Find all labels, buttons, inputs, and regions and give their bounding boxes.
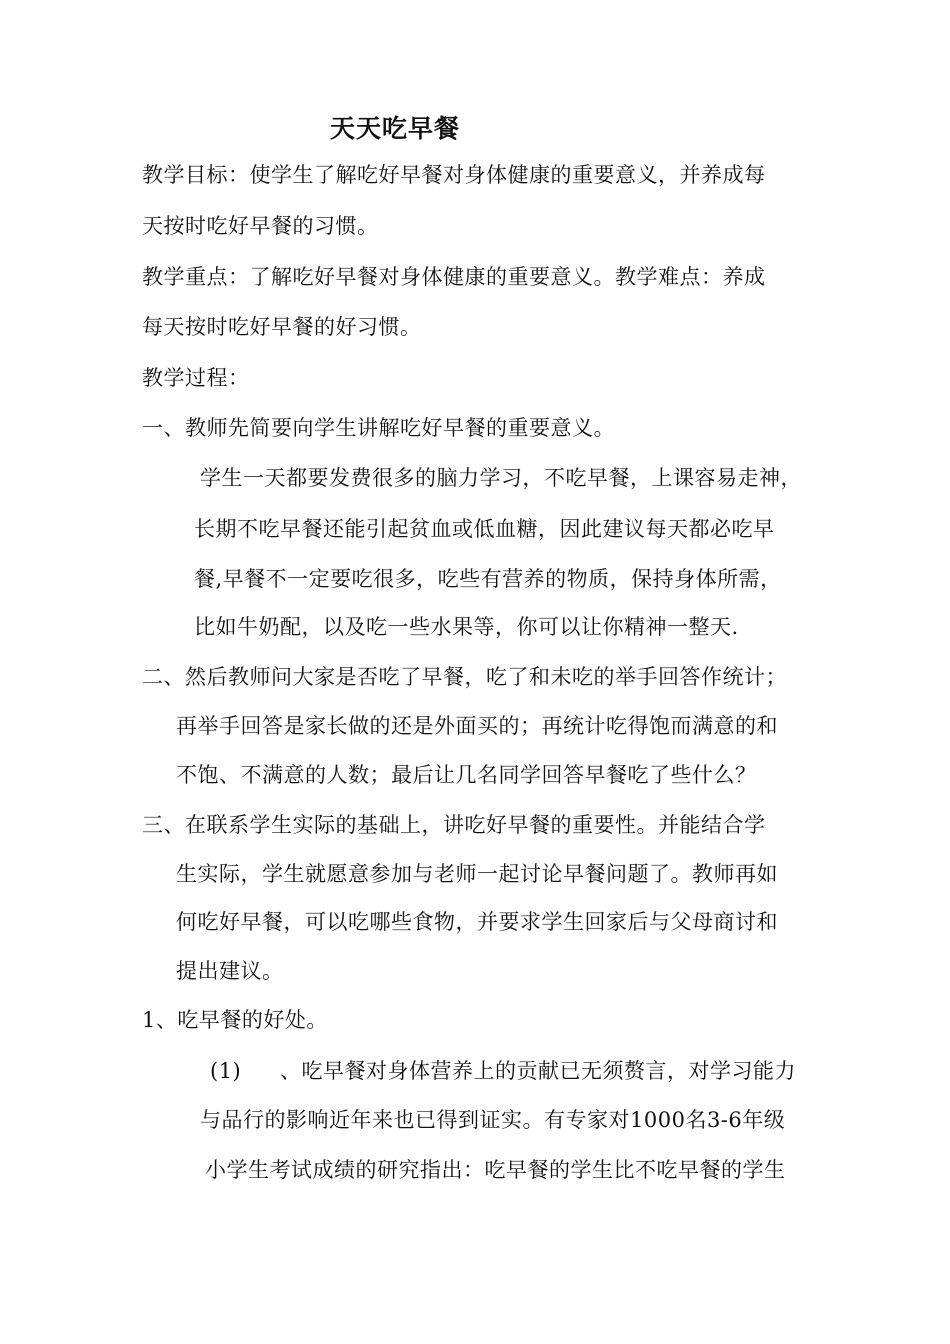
step2-line-3: 不饱、不满意的人数；最后让几名同学回答早餐吃了些什么？ (176, 763, 757, 787)
item1-line-2: 与品行的影响近年来也已得到证实。有专家对1000名3-6年级 (200, 1108, 786, 1132)
step3-line-1: 三、在联系学生实际的基础上，讲吃好早餐的重要性。并能结合学 (142, 813, 766, 837)
item1-text-1: 、吃早餐对身体营养上的贡献已无须赘言，对学习能力 (280, 1059, 796, 1083)
item1-number: (1) (210, 1059, 242, 1083)
step3-line-2: 生实际，学生就愿意参加与老师一起讨论早餐问题了。教师再如 (176, 862, 778, 886)
step1-detail-line-1: 学生一天都要发费很多的脑力学习，不吃早餐，上课容易走神， (200, 466, 802, 490)
step2-line-1: 二、然后教师问大家是否吃了早餐，吃了和未吃的举手回答作统计； (142, 665, 787, 689)
step1-detail-line-2: 长期不吃早餐还能引起贫血或低血糖，因此建议每天都必吃早 (194, 517, 775, 541)
goal-line-2: 天按时吃好早餐的习惯。 (142, 214, 379, 238)
document-title: 天天吃早餐 (330, 114, 461, 143)
step1-heading: 一、教师先简要向学生讲解吃好早餐的重要意义。 (142, 416, 615, 440)
process-label: 教学过程： (142, 366, 250, 390)
step3-line-4: 提出建议。 (176, 959, 284, 983)
goal-line-1: 教学目标：使学生了解吃好早餐对身体健康的重要意义，并养成每 (142, 163, 766, 187)
item1-line-3: 小学生考试成绩的研究指出：吃早餐的学生比不吃早餐的学生 (205, 1158, 786, 1182)
focus-line-2: 每天按时吃好早餐的好习惯。 (142, 315, 422, 339)
step3-line-3: 何吃好早餐，可以吃哪些食物，并要求学生回家后与父母商讨和 (176, 910, 778, 934)
subheading-benefits: 1、吃早餐的好处。 (142, 1008, 328, 1032)
focus-line-1: 教学重点：了解吃好早餐对身体健康的重要意义。教学难点：养成 (142, 265, 766, 289)
step1-detail-line-3: 餐,早餐不一定要吃很多，吃些有营养的物质，保持身体所需， (194, 567, 782, 591)
item1-line-1 (210, 1056, 796, 1086)
step1-detail-line-4: 比如牛奶配，以及吃一些水果等，你可以让你精神一整天. (194, 615, 739, 639)
step2-line-2: 再举手回答是家长做的还是外面买的；再统计吃得饱而满意的和 (176, 714, 778, 738)
